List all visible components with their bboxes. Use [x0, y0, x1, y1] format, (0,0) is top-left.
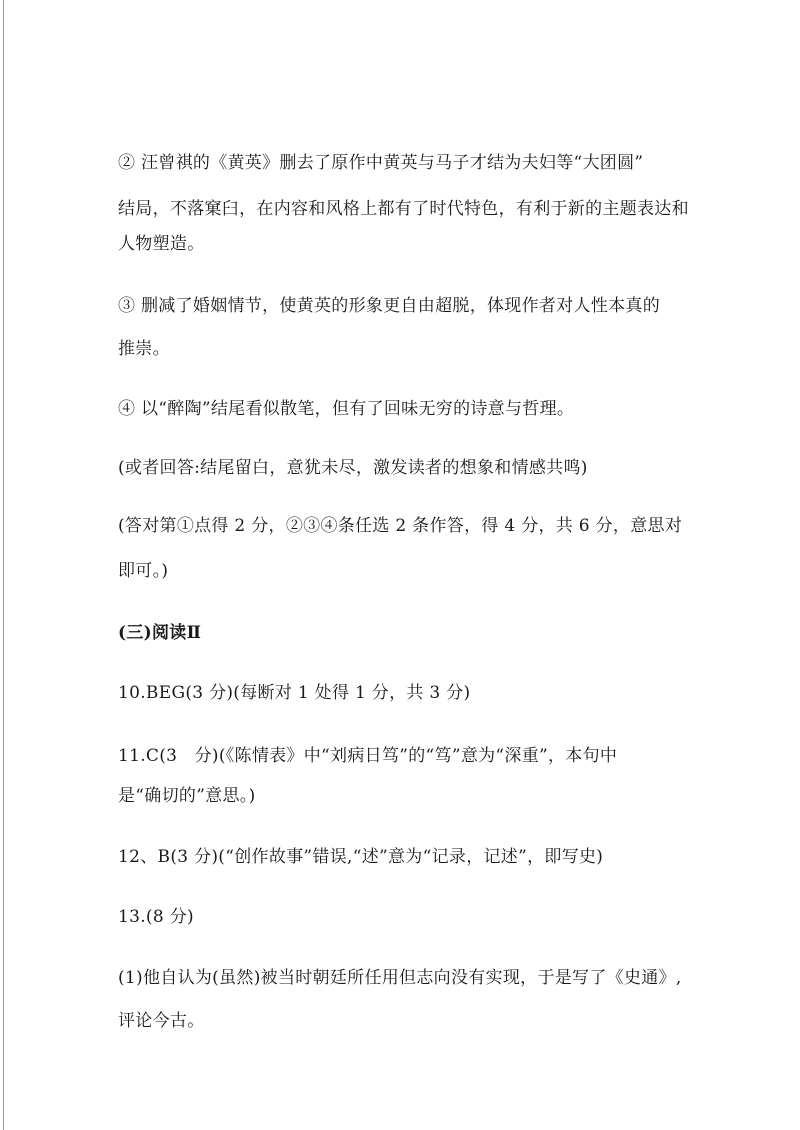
answer-2-line-3: 人物塑造。: [118, 234, 205, 254]
scoring-note-line-2: 即可。): [118, 561, 169, 581]
question-10: 10.BEG(3 分)(每断对 1 处得 1 分，共 3 分): [118, 683, 471, 703]
question-13: 13.(8 分): [118, 907, 194, 927]
answer-2-line-1: ② 汪曾祺的《黄英》删去了原作中黄英与马子才结为夫妇等“大团圆”: [118, 153, 644, 173]
answer-3-line-2: 推崇。: [118, 339, 170, 359]
question-13-part-1-line-1: (1)他自认为(虽然)被当时朝廷所任用但志向没有实现，于是写了《史通》,: [118, 968, 682, 988]
answer-4-line-1: ④ 以“醉陶”结尾看似散笔，但有了回味无穷的诗意与哲理。: [118, 399, 575, 419]
question-12: 12、B(3 分)(“创作故事”错误,“述”意为“记录，记述”，即写史): [118, 847, 604, 867]
question-11-line-1: 11.C(3 分)(《陈情表》中“刘病日笃”的“笃”意为“深重”，本句中: [118, 746, 618, 766]
question-13-part-1-line-2: 评论今古。: [118, 1011, 205, 1031]
question-11-line-2: 是“确切的”意思。): [118, 786, 256, 806]
answer-2-line-2: 结局，不落窠臼，在内容和风格上都有了时代特色，有利于新的主题表达和: [118, 199, 689, 219]
alternative-answer: (或者回答:结尾留白，意犹未尽，激发读者的想象和情感共鸣): [118, 458, 588, 478]
section-heading: (三)阅读Ⅱ: [118, 623, 202, 643]
scoring-note-line-1: (答对第①点得 2 分，②③④条任选 2 条作答，得 4 分，共 6 分，意思对: [118, 516, 683, 536]
answer-3-line-1: ③ 删减了婚姻情节，使黄英的形象更自由超脱，体现作者对人性本真的: [118, 296, 661, 316]
